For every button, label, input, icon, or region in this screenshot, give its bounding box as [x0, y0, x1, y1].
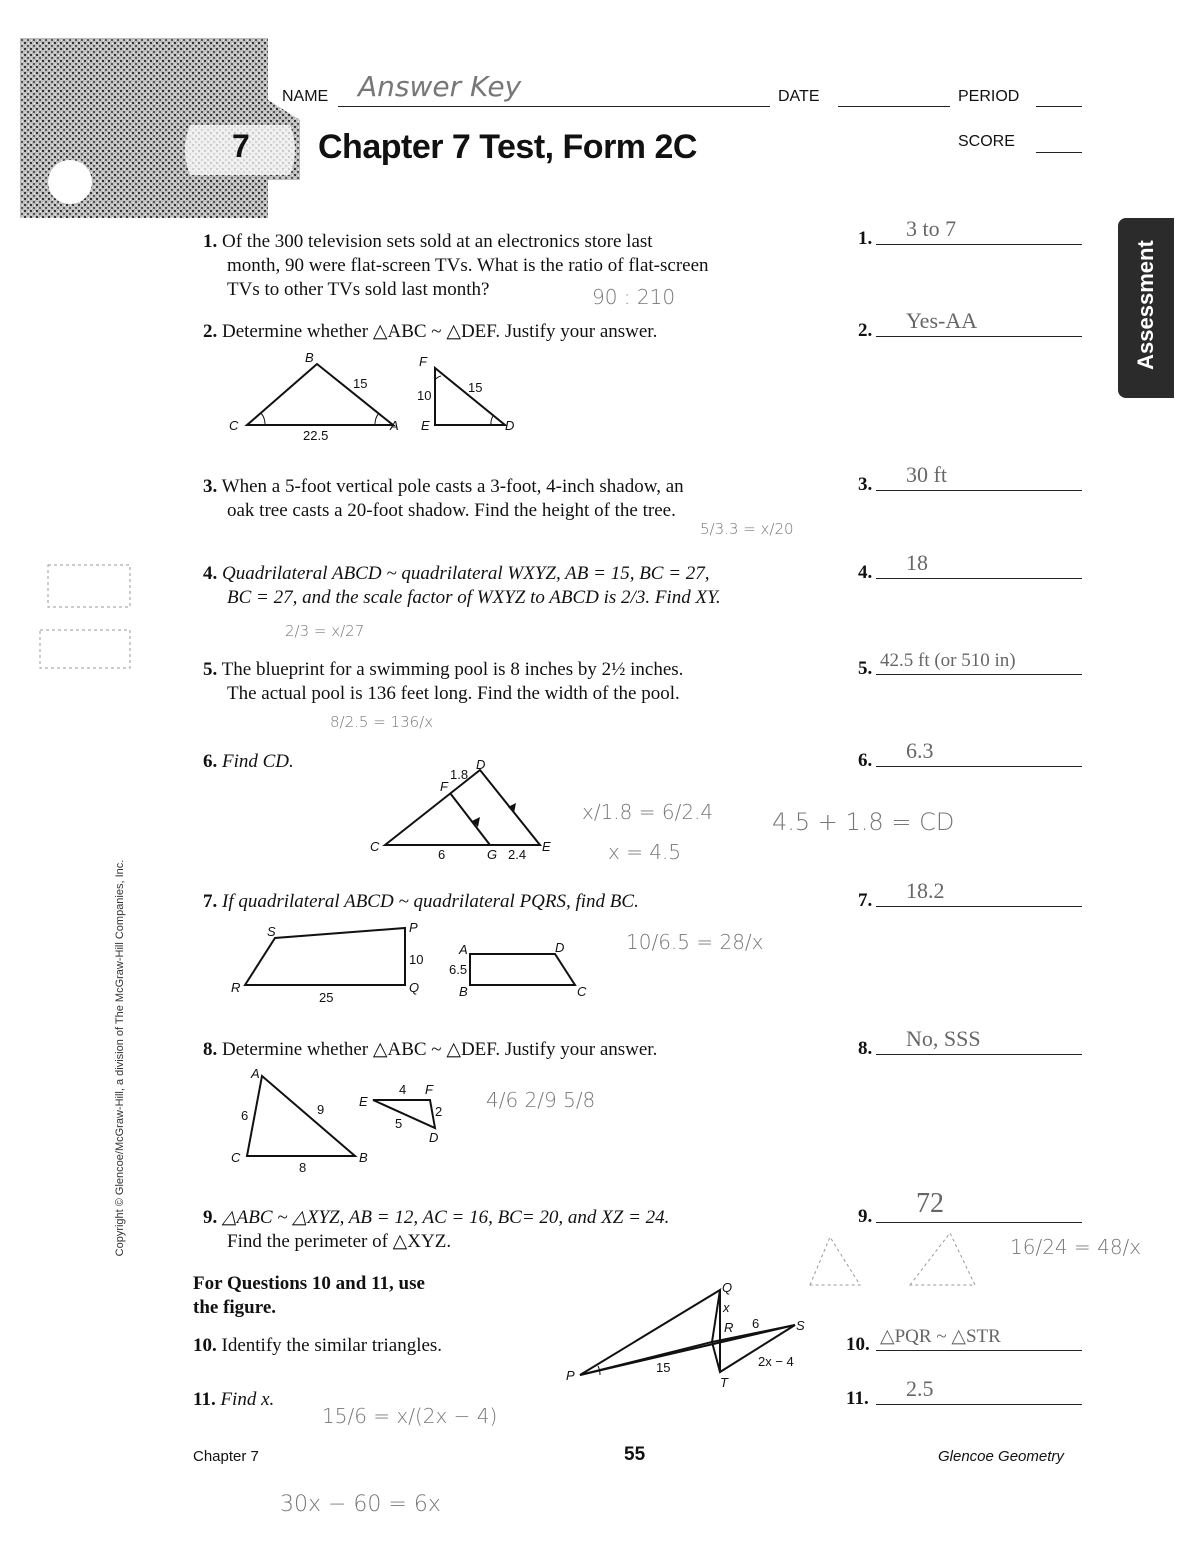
label-e: E — [359, 1094, 368, 1109]
work-note: 10/6.5 = 28/x — [626, 930, 764, 954]
answer-field-10[interactable] — [876, 1324, 1082, 1351]
triangle-abc — [247, 364, 393, 425]
q6-figure — [360, 755, 560, 865]
question-number: 7. — [203, 891, 218, 912]
label-c: C — [370, 839, 380, 854]
side-x: x — [723, 1300, 730, 1315]
date-label: DATE — [778, 88, 820, 105]
question-number: 5. — [203, 659, 218, 680]
triangle-def — [435, 368, 505, 425]
question-number: 10. — [193, 1335, 217, 1356]
label-a: A — [251, 1068, 260, 1081]
side-6: 6 — [752, 1316, 760, 1331]
instruction-line: For Questions 10 and 11, use — [193, 1273, 425, 1294]
answer-number: 5. — [858, 658, 873, 679]
q10-figure — [560, 1280, 820, 1390]
question-number: 3. — [203, 476, 218, 497]
group-instruction — [193, 1272, 425, 1320]
question-text: Of the 300 television sets sold at an electronics store last — [222, 231, 653, 252]
question-text: BC = 27, and the scale factor of WXYZ to ABCD is 2/3. Find XY. — [227, 587, 721, 608]
label-a: A — [390, 418, 399, 433]
question-text: Identify the similar triangles. — [221, 1335, 443, 1356]
question-text: Determine whether △ABC ~ △DEF. Justify your answer. — [222, 1039, 658, 1060]
work-note: 16/24 = 48/x — [1010, 1235, 1142, 1259]
question-text: TVs to other TVs sold last month? — [227, 279, 490, 300]
side-6: 6 — [438, 847, 446, 862]
question-number: 4. — [203, 563, 218, 584]
question-text: Quadrilateral ABCD ~ quadrilateral WXYZ, AB = 15, BC = 27, — [222, 563, 710, 584]
header-decoration — [0, 30, 300, 220]
label-a: A — [459, 942, 468, 957]
answer-value: 42.5 ft (or 510 in) — [880, 650, 1016, 671]
name-label: NAME — [282, 88, 329, 105]
answer-number: 1. — [858, 228, 873, 249]
footer-book: Glencoe Geometry — [938, 1448, 1064, 1465]
label-f: F — [440, 779, 448, 794]
question-7 — [203, 890, 843, 914]
page-number: 55 — [624, 1444, 646, 1465]
answer-field-6[interactable] — [876, 740, 1082, 767]
question-text: The actual pool is 136 feet long. Find the width of the pool. — [227, 683, 680, 704]
period-label: PERIOD — [958, 88, 1020, 105]
score-label: SCORE — [958, 133, 1015, 150]
side-25: 25 — [319, 990, 334, 1005]
answer-field-7[interactable] — [876, 880, 1082, 907]
label-p: P — [409, 920, 418, 935]
triangle-abc — [247, 1076, 355, 1156]
side-2: 2 — [435, 1104, 443, 1119]
label-f: F — [425, 1082, 433, 1097]
label-q: Q — [722, 1280, 733, 1295]
question-text: If quadrilateral ABCD ~ quadrilateral PQRS, find BC. — [222, 891, 639, 912]
side-9: 9 — [317, 1102, 325, 1117]
quad-abcd — [470, 954, 575, 985]
question-text: Determine whether △ABC ~ △DEF. Justify your answer. — [222, 321, 658, 342]
side-15: 15 — [353, 376, 368, 391]
work-note: 2/3 = x/27 — [285, 622, 365, 640]
answer-value: 18 — [906, 550, 928, 575]
margin-sketch — [10, 535, 170, 685]
question-10 — [193, 1334, 593, 1358]
question-number: 11. — [193, 1389, 216, 1410]
label-b: B — [459, 984, 468, 999]
answer-value: 18.2 — [906, 878, 945, 903]
work-note: 30x − 60 = 6x — [280, 1492, 441, 1517]
question-text: Find CD. — [222, 751, 294, 772]
label-s: S — [796, 1318, 805, 1333]
answer-number: 7. — [858, 890, 873, 911]
label-s: S — [267, 924, 276, 939]
label-c: C — [229, 418, 239, 433]
question-number: 8. — [203, 1039, 218, 1060]
page-title: Chapter 7 Test, Form 2C — [318, 128, 697, 166]
label-f: F — [419, 354, 427, 369]
question-1 — [203, 230, 843, 302]
question-9 — [203, 1206, 843, 1254]
answer-number: 2. — [858, 320, 873, 341]
question-4 — [203, 562, 843, 610]
footer-chapter: Chapter 7 — [193, 1448, 259, 1465]
date-field[interactable] — [838, 84, 950, 107]
answer-value: △PQR ~ △STR — [880, 1326, 1001, 1347]
question-2 — [203, 320, 843, 344]
question-number: 9. — [203, 1207, 218, 1228]
work-note: 90 : 210 — [592, 285, 676, 309]
answer-value: No, SSS — [906, 1026, 981, 1051]
label-r: R — [724, 1320, 734, 1335]
side-8: 8 — [299, 1160, 307, 1175]
answer-field-1[interactable] — [876, 218, 1082, 245]
side-5: 5 — [395, 1116, 403, 1131]
work-note: x = 4.5 — [608, 840, 682, 864]
label-b: B — [359, 1150, 368, 1165]
q7-figure — [225, 920, 605, 1010]
side-2x-4: 2x − 4 — [758, 1354, 794, 1369]
answer-number: 9. — [858, 1206, 873, 1227]
label-d: D — [476, 757, 486, 772]
side-15b: 15 — [468, 380, 483, 395]
work-note: 8/2.5 = 136/x — [330, 713, 434, 731]
answer-value: 30 ft — [906, 462, 947, 487]
answer-number: 11. — [846, 1388, 869, 1409]
work-note: 4/6 2/9 5/8 — [486, 1088, 596, 1112]
side-6: 6 — [241, 1108, 249, 1123]
question-text: Find the perimeter of △XYZ. — [227, 1231, 452, 1252]
question-text: The blueprint for a swimming pool is 8 inches by 2½ inches. — [221, 659, 684, 680]
side-15: 15 — [656, 1360, 671, 1375]
label-e: E — [421, 418, 430, 433]
answer-number: 6. — [858, 750, 873, 771]
answer-value: 72 — [916, 1188, 944, 1219]
name-field[interactable] — [338, 70, 770, 107]
q2-figure — [225, 350, 525, 445]
label-p: P — [566, 1368, 575, 1383]
assessment-tab-label: Assessment — [1133, 240, 1158, 370]
answer-number: 3. — [858, 474, 873, 495]
q8-figure — [225, 1068, 465, 1178]
question-3 — [203, 475, 843, 523]
label-t: T — [720, 1375, 728, 1390]
question-number: 2. — [203, 321, 218, 342]
label-q: Q — [409, 980, 420, 995]
answer-field-8[interactable] — [876, 1028, 1082, 1055]
label-g: G — [487, 847, 498, 862]
answer-field-5[interactable] — [876, 648, 1082, 675]
triangle-def — [373, 1100, 435, 1128]
answer-field-2[interactable] — [876, 310, 1082, 337]
answer-number: 10. — [846, 1334, 870, 1355]
side-2-4: 2.4 — [508, 847, 527, 862]
question-text: oak tree casts a 20-foot shadow. Find the height of the tree. — [227, 500, 676, 521]
question-text: When a 5-foot vertical pole casts a 3-foot, 4-inch shadow, an — [221, 476, 684, 497]
instruction-line: the figure. — [193, 1297, 277, 1318]
side-22-5: 22.5 — [303, 428, 329, 443]
copyright: Copyright © Glencoe/McGraw-Hill, a division of The McGraw-Hill Companies, Inc. — [114, 859, 126, 1257]
question-number: 6. — [203, 751, 218, 772]
answer-number: 4. — [858, 562, 873, 583]
side-10: 10 — [417, 388, 432, 403]
question-5 — [203, 658, 843, 706]
segment-fg — [450, 793, 490, 845]
label-d: D — [555, 940, 565, 955]
answer-field-3[interactable] — [876, 464, 1082, 491]
answer-field-11[interactable] — [876, 1378, 1082, 1405]
label-b: B — [305, 350, 314, 365]
label-d: D — [429, 1130, 439, 1145]
label-e: E — [542, 839, 551, 854]
side-1-8: 1.8 — [450, 767, 469, 782]
question-text: △ABC ~ △XYZ, AB = 12, AC = 16, BC= 20, and XZ = 24. — [222, 1207, 670, 1228]
answer-value: Yes-AA — [906, 308, 978, 333]
name-value: Answer Key — [358, 70, 522, 103]
label-r: R — [231, 980, 241, 995]
answer-value: 2.5 — [906, 1376, 934, 1401]
work-note: x/1.8 = 6/2.4 — [582, 800, 714, 824]
side-4: 4 — [399, 1082, 407, 1097]
answer-value: 6.3 — [906, 738, 934, 763]
side-10: 10 — [409, 952, 424, 967]
work-note: 5/3.3 = x/20 — [700, 520, 794, 538]
assessment-tab — [1118, 218, 1174, 398]
score-field[interactable] — [1036, 130, 1082, 153]
question-text: Find x. — [220, 1389, 275, 1410]
triangle-pqr — [580, 1290, 720, 1375]
label-c: C — [577, 984, 587, 999]
question-8 — [203, 1038, 843, 1062]
question-text: month, 90 were flat-screen TVs. What is the ratio of flat-screen — [227, 255, 709, 276]
label-d: D — [505, 418, 515, 433]
answer-field-4[interactable] — [876, 552, 1082, 579]
answer-number: 8. — [858, 1038, 873, 1059]
work-note: 15/6 = x/(2x − 4) — [322, 1404, 498, 1428]
work-note: 4.5 + 1.8 = CD — [772, 808, 955, 836]
label-c: C — [231, 1150, 241, 1165]
answer-value: 3 to 7 — [906, 216, 957, 241]
answer-field-9[interactable] — [876, 1188, 1082, 1223]
question-number: 1. — [203, 231, 218, 252]
side-6-5: 6.5 — [449, 962, 468, 977]
period-field[interactable] — [1036, 84, 1082, 107]
margin-sketch — [800, 1225, 990, 1295]
chapter-number: 7 — [232, 128, 250, 164]
